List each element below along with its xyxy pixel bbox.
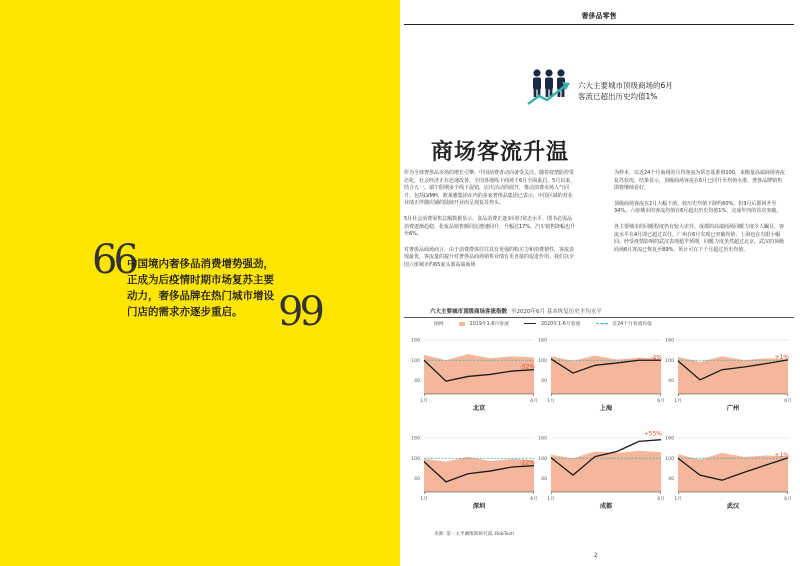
chart-legend (434, 320, 652, 330)
x-tick-label: 6月 (657, 497, 665, 502)
x-tick-label: 6月 (657, 399, 665, 404)
x-tick-label: 6月 (784, 497, 792, 502)
y-tick-label: 100 (538, 358, 547, 364)
change-label: -22% (519, 459, 535, 467)
y-tick-label: 100 (665, 456, 674, 462)
x-tick-label: 1月 (674, 497, 682, 502)
y-tick-label: 160 (411, 338, 420, 344)
area-2019 (551, 356, 661, 394)
legend-dash-swatch (596, 323, 608, 324)
body-paragraph: 为样本，以近24个月商场的月均客流为常态基准值100，来衡量高端商场客流复苏状况。结果显示，顶级商场客流在6月已回升至均值水准，奢侈品牌销售即将继续看好。 (614, 170, 785, 192)
city-charts (404, 330, 794, 530)
close-quote-icon: 99 (278, 289, 321, 335)
x-tick-label: 1月 (547, 497, 555, 502)
y-tick-label: 40 (668, 379, 674, 384)
y-tick-label: 160 (665, 338, 674, 344)
legend-title: 图例 (434, 322, 444, 327)
y-tick-label: 160 (411, 436, 420, 442)
charts-svg (404, 330, 794, 530)
city-label: 武汉 (726, 503, 740, 510)
body-paragraph: 对奢侈品商场而言，由于消费群体往往具有更强的购买力和消费韧性，客流表现最优，客流量的提升对奢侈品商场销售业绩有更直接的促进作用。我们以全国六座城市约65家头部高端商场 (404, 246, 575, 268)
area-2019 (678, 453, 788, 492)
chart-title (430, 307, 602, 315)
city-label: 广州 (726, 405, 740, 412)
quote-line: 动力，奢侈品牌在热门城市增设 (127, 290, 274, 302)
body-paragraph: 各主要城市的回暖程度仍有较大差异。成都的高端商场回暖力度令人瞩目，客流水平在4月即已超过以往，广州在6月实现已突破均值，上海也在有限小幅回，经受疫情影响的武汉表现超乎预期，回暖力度虽然超过北京，武汉的顶级商场6月客流已恢复至89%，预计可在下个月超过历史均值。 (614, 223, 785, 253)
change-label: +55% (643, 430, 662, 438)
city-label: 北京 (472, 405, 486, 412)
page-title: 商场客流升温 (431, 140, 570, 165)
x-tick-label: 6月 (784, 399, 792, 404)
y-tick-label: 100 (665, 358, 674, 364)
y-tick-label: 160 (538, 436, 547, 442)
section-label: 奢侈品零售 (581, 12, 617, 20)
legend-area-label: 2019年1-6月客流 (469, 322, 509, 327)
y-tick-label: 40 (668, 477, 674, 482)
quote-line: 门店的需求亦逐步重启。 (127, 306, 243, 318)
quote-line: 中国境内奢侈品消费增势强劲， (127, 258, 274, 270)
y-tick-label: 100 (411, 456, 420, 462)
highlight-callout (578, 80, 673, 102)
city-label: 成都 (599, 503, 613, 510)
x-tick-label: 1月 (674, 399, 682, 404)
y-tick-label: 160 (665, 436, 674, 442)
x-tick-label: 1月 (547, 399, 555, 404)
body-column-left (404, 170, 576, 278)
chart-subtitle: 至2020年6月 基本恢复历史平均水平 (511, 309, 602, 315)
city-label: 上海 (599, 405, 613, 412)
area-2019 (424, 457, 534, 492)
y-tick-label: 40 (414, 477, 420, 482)
legend-line-swatch (524, 323, 536, 325)
x-tick-label: 6月 (530, 399, 538, 404)
highlight-line: 客流已超出历史均值1% (578, 92, 658, 101)
x-tick-label: 1月 (420, 497, 428, 502)
y-tick-label: 40 (414, 379, 420, 384)
section-header (404, 8, 794, 25)
open-quote-icon: 66 (92, 237, 135, 283)
page-number: 2 (594, 552, 598, 559)
body-paragraph: 顶级商场客流在2月大幅下滑，较历史均值下降约60%。但3月后即回升至34%。六座城市的客流均值在6月超出历史均值1%，完成年内的首次突破。 (614, 200, 782, 215)
highlight-line: 六大主要城市顶级商场的6月 (578, 81, 673, 90)
body-paragraph: 5月社会消费零售总额数据显示，食品消费正逐步回归常态水平，图书必需品消费逐渐趋稳，化妆品销售额同比增速回升，升幅达17%，汽车销售降幅也升至6%。 (404, 215, 576, 238)
chart-header (404, 305, 794, 318)
body-paragraph: 作为全球奢侈品市场的增长引擎，中国消费者动向备受关注。随着疫情防控常态化，社会经济正在迅速改善，全国各地线下商场于6月全面重启。5月以来，结合五一、端午假期多个线下促销，店庆活动的展开，推动消费市场人气回升。包括LVMH，欧莱雅集团在内的多家奢侈品集团已表示，中国区域的营业业绩正伴随店铺的陆续开业而呈现复苏势头。 (404, 170, 576, 207)
chart-title-text: 六大主要城市顶级商场客流指数 (430, 309, 508, 315)
city-label: 深圳 (472, 503, 486, 510)
change-label: -32% (519, 363, 535, 371)
y-tick-label: 100 (411, 358, 420, 364)
y-tick-label: 160 (538, 338, 547, 344)
y-tick-label: 100 (538, 456, 547, 462)
legend-area-swatch (459, 322, 465, 326)
x-tick-label: 1月 (420, 399, 428, 404)
change-label: -4% (650, 354, 662, 362)
change-label: +1% (774, 353, 789, 361)
pull-quote (127, 256, 287, 320)
people-growth-icon (525, 66, 573, 106)
x-tick-label: 6月 (530, 497, 538, 502)
legend-line-label: 2020年1-6月客流 (540, 322, 581, 327)
source-note: 来源: 第一太平戴维斯研究部, RobTech (434, 532, 515, 537)
y-tick-label: 40 (541, 477, 547, 482)
change-label: +1% (774, 451, 789, 459)
area-2019 (424, 354, 534, 394)
legend-dash-label: 近24个月客流均值 (612, 322, 652, 327)
body-column-right (614, 170, 786, 262)
y-tick-label: 40 (541, 379, 547, 384)
quote-line: 正成为后疫情时期市场复苏主要 (127, 274, 274, 286)
